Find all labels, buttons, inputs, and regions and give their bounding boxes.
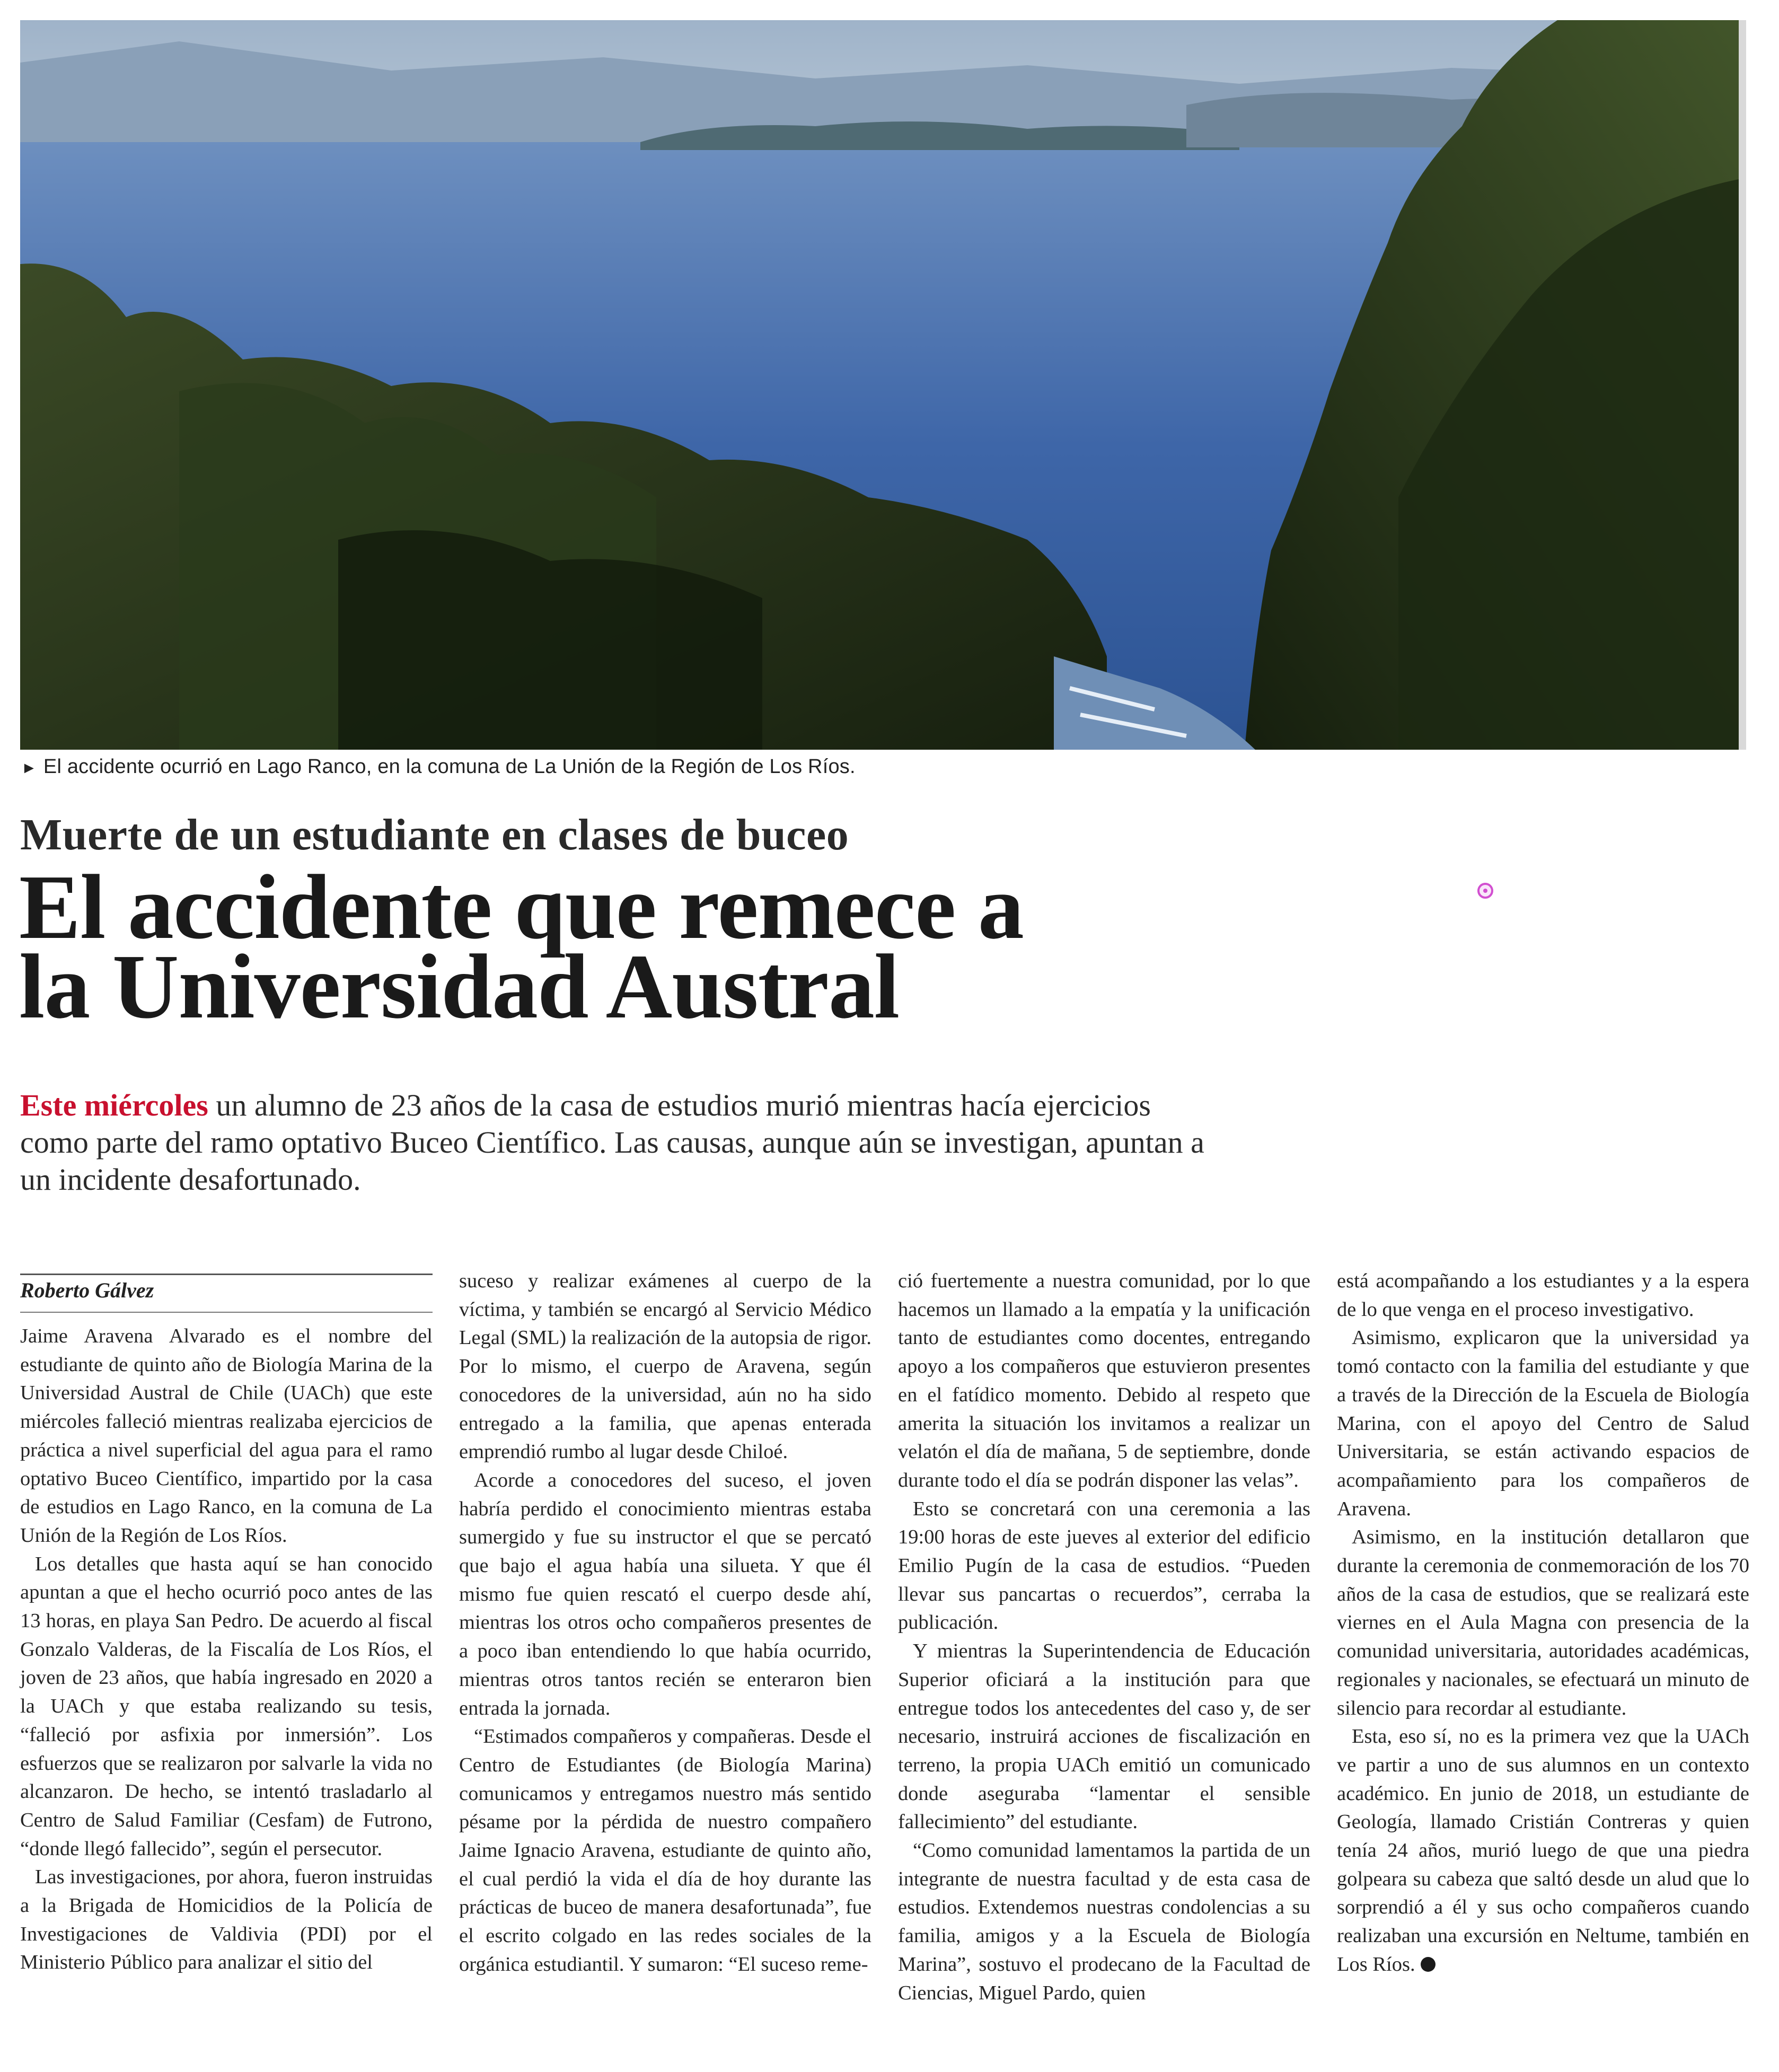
body-paragraph: Acorde a conocedores del suceso, el joven habría perdido el conocimiento mientras estaba sumergido y fue su instructor el que se percató que bajo el agua había una silueta. Y que él mismo fue quien rescató el cuerpo desde ahí, mientras los otros ocho compañeros presentes de a poco iban entendiendo lo que había ocurrido, mientras otros tantos recién se enteraron bien entrada la jornada. [459, 1469, 871, 1719]
body-paragraph-last [1337, 1723, 1749, 1979]
body-column-4 [1337, 1267, 1749, 1979]
headline [19, 856, 1291, 1038]
photo-caption [21, 756, 856, 778]
body-paragraph: Asimismo, explicaron que la universidad ya tomó contacto con la familia del estudiante y que a través de la Dirección de la Escuela de Biología Marina, con el apoyo del Centro de Salud Universitaria, se están activando espacios de acompañamiento para los compañeros de Aravena. [1337, 1327, 1749, 1520]
body-paragraph: Asimismo, en la institución detallaron que durante la ceremonia de conmemoración de los 70 años de la casa de estudios, que se realizará este viernes en el Aula Magna con presencia de la comunidad universitaria, autoridades académicas, regionales y nacionales, se efectuará un minuto de silencio para recordar al estudiante. [1337, 1526, 1749, 1719]
lead-text: un alumno de 23 años de la casa de estudios murió mientras hacía ejercicios como parte del ramo optativo Buceo Científico. Las causas, aunque aún se investigan, apuntan a un incidente desafortunado. [20, 1088, 1204, 1197]
body-column-2 [459, 1267, 871, 1979]
lead-paragraph [20, 1087, 1208, 1198]
body-paragraph: “Como comunidad lamentamos la partida de un integrante de nuestra facultad y de esta casa de estudios. Extendemos nuestras condolencias a su familia, amigos y a la Escuela de Biología Marina”, sostuvo el prodecano de la Facultad de Ciencias, Miguel Pardo, quien [898, 1839, 1310, 2004]
lake-photo [20, 20, 1739, 750]
ad-marker-icon [1477, 883, 1493, 899]
end-of-article-icon [1421, 1957, 1435, 1972]
body-paragraph: ció fuertemente a nuestra comunidad, por lo que hacemos un llamado a la empatía y la unificación tanto de estudiantes como docentes, entregando apoyo a los compañeros que estuvieron presentes en el fatídico momento. Debido al respeto que amerita la situación los invitamos a realizar un velatón el día de mañana, 5 de septiembre, donde durante todo el día se podrán disponer las velas”. [898, 1270, 1310, 1491]
kicker: Muerte de un estudiante en clases de buceo [20, 810, 849, 859]
body-paragraph: suceso y realizar exámenes al cuerpo de la víctima, y también se encargó al Servicio Médico Legal (SML) la realización de la autopsia de rigor. Por lo mismo, el cuerpo de Aravena, según conocedores de la universidad, aún no ha sido entregado a la familia, que apenas enterada emprendió rumbo al lugar desde Chiloé. [459, 1270, 871, 1463]
body-paragraph: “Estimados compañeros y compañeras. Desde el Centro de Estudiantes (de Biología Marina) comunicamos y entregamos nuestro más sentido pésame por la pérdida de nuestro compañero Jaime Ignacio Aravena, estudiante de quinto año, el cual perdió la vida el día de hoy durante las prácticas de buceo de manera desafortunada”, fue el escrito colgado en las redes sociales de la orgánica estudiantil. Y sumaron: “El suceso reme- [459, 1725, 871, 1976]
photo-edge [1739, 20, 1746, 750]
body-paragraph: está acompañando a los estudiantes y a la espera de lo que venga en el proceso investigativo. [1337, 1270, 1749, 1321]
headline-line-1: El accidente que remece a [19, 856, 1024, 958]
body-paragraph: Las investigaciones, por ahora, fueron instruidas a la Brigada de Homicidios de la Policía de Investigaciones de Valdivia (PDI) por el Ministerio Público para analizar el sitio del [20, 1866, 433, 1974]
byline-rule-bottom [20, 1312, 433, 1313]
body-paragraph: Jaime Aravena Alvarado es el nombre del estudiante de quinto año de Biología Marina de la Universidad Austral de Chile (UACh) que este miércoles falleció mientras realizaba ejercicios de práctica a nivel superficial del agua para el ramo optativo Buceo Científico, impartido por la casa de estudios en Lago Ranco, en la comuna de La Unión de la Región de Los Ríos. [20, 1325, 433, 1547]
caption-text: El accidente ocurrió en Lago Ranco, en la comuna de La Unión de la Región de Los Ríos. [43, 756, 856, 778]
body-paragraph: Los detalles que hasta aquí se han conocido apuntan a que el hecho ocurrió poco antes de las 13 horas, en playa San Pedro. De acuerdo al fiscal Gonzalo Valderas, de la Fiscalía de Los Ríos, el joven de 23 años, que había ingresado en 2020 a la UACh y que estaba realizando su tesis, “falleció por asfixia por inmersión”. Los esfuerzos que se realizaron por salvarle la vida no alcanzaron. De hecho, se intentó trasladarlo al Centro de Salud Familiar (Cesfam) de Futrono, “donde llegó fallecido”, según el persecutor. [20, 1552, 433, 1860]
body-paragraph-text: Esta, eso sí, no es la primera vez que la UACh ve partir a uno de sus alumnos en un contexto académico. En junio de 2018, un estudiante de Geología, llamado Cristián Contreras y quien tenía 24 años, murió luego de que una piedra golpeara su cabeza que saltó desde un alud que lo sorprendió a él y sus ocho compañeros cuando realizaban una excursión en Neltume, también en Los Ríos. [1337, 1725, 1749, 1976]
body-column-3 [898, 1267, 1310, 2007]
byline-rule-top [20, 1274, 433, 1275]
caption-marker-icon: ► [21, 759, 37, 777]
byline: Roberto Gálvez [20, 1278, 154, 1302]
headline-line-2: la Universidad Austral [19, 935, 900, 1038]
lead-highlight: Este miércoles [20, 1088, 208, 1122]
body-column-1 [20, 1322, 433, 1977]
lake-photo-illustration [20, 20, 1739, 750]
body-paragraph: Y mientras la Superintendencia de Educación Superior oficiará a la institución para que entregue todos los antecedentes del caso y, de ser necesario, instruirá acciones de fiscalización en terreno, la propia UACh emitió un comunicado donde aseguraba “lamentar el sensible fallecimiento” del estudiante. [898, 1640, 1310, 1833]
body-paragraph: Esto se concretará con una ceremonia a las 19:00 horas de este jueves al exterior del edificio Emilio Pugín de la casa de estudios. “Pueden llevar sus pancartas o recuerdos”, cerraba la publicación. [898, 1497, 1310, 1634]
